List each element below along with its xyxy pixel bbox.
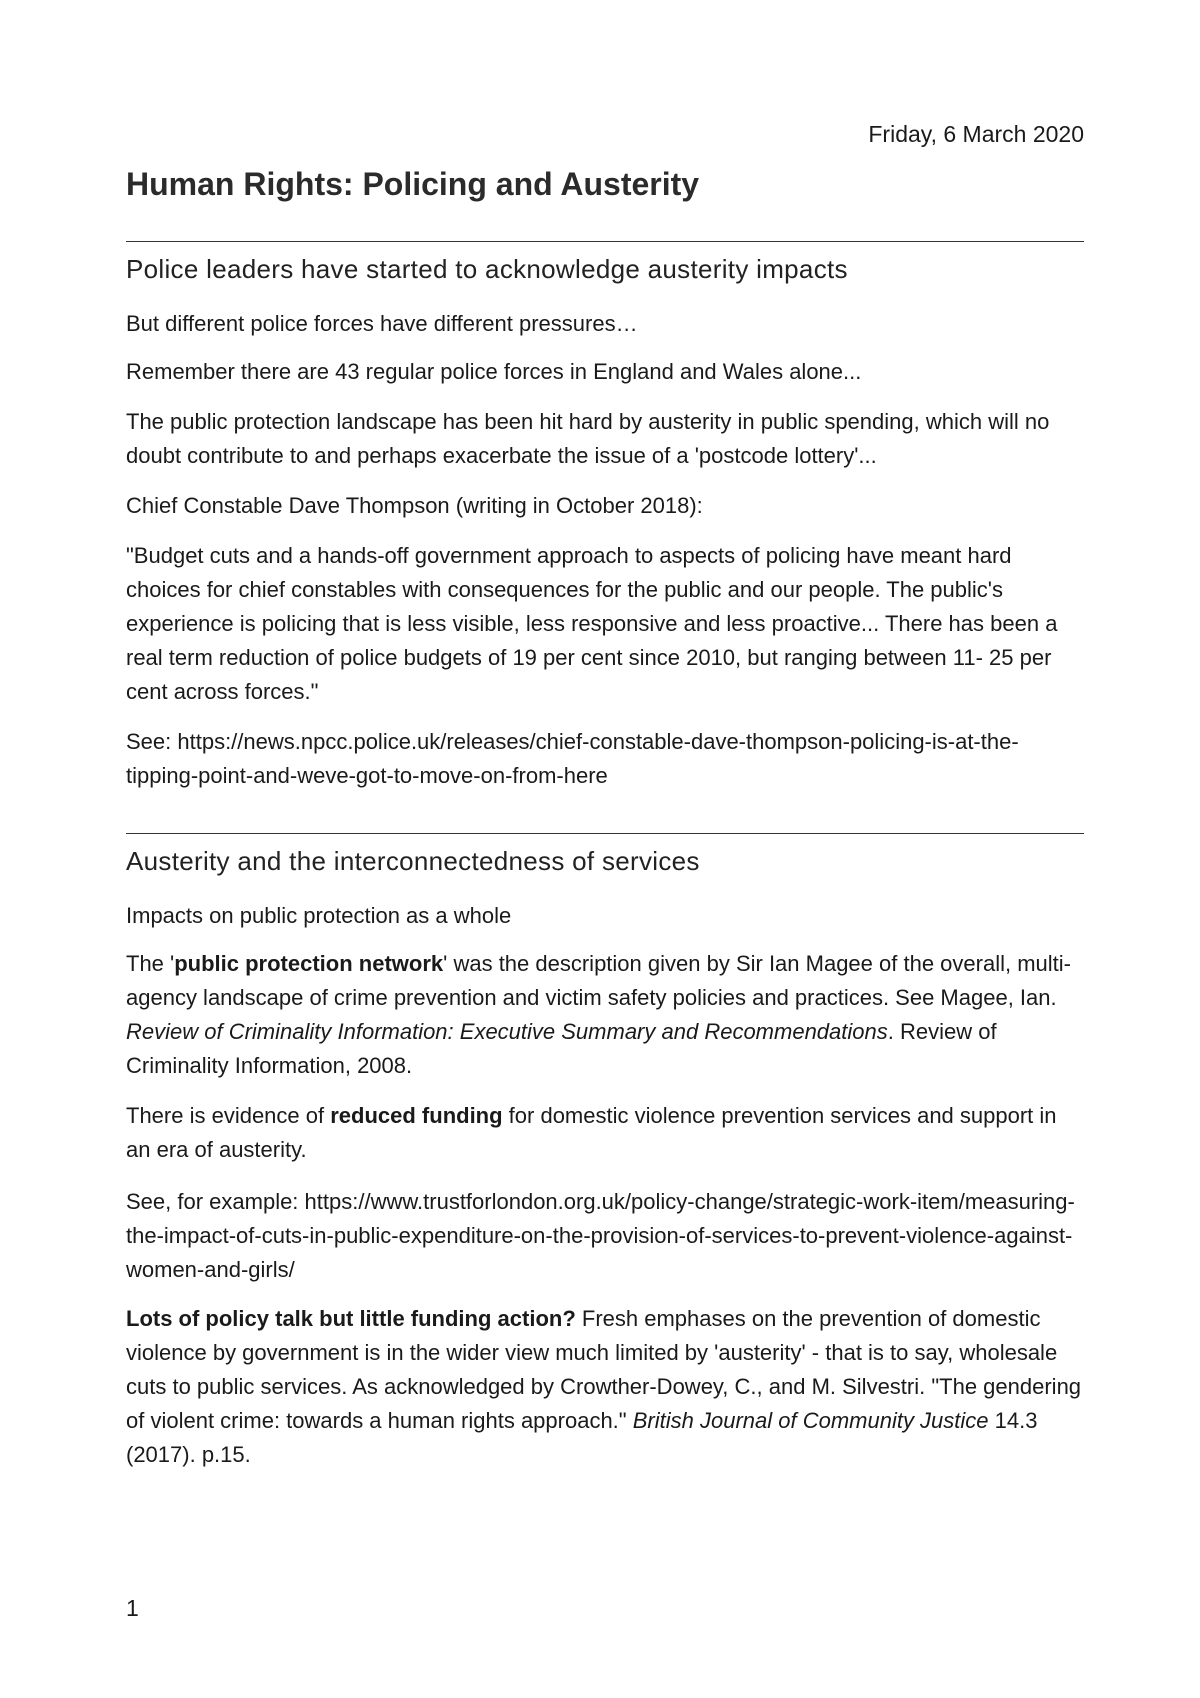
- paragraph: Chief Constable Dave Thompson (writing in October 2018):: [126, 493, 703, 518]
- paragraph: [126, 1302, 1084, 1472]
- section-divider: [126, 833, 1084, 834]
- bold-term: public protection network: [174, 951, 444, 976]
- text-run: 14.3 (2017). p.15.: [126, 1408, 1038, 1467]
- source-paragraph: [126, 1185, 1084, 1287]
- section-heading: Austerity and the interconnectedness of services: [126, 846, 700, 876]
- quote-paragraph: "Budget cuts and a hands-off government approach to aspects of policing have meant hard choices for chief constables with consequences for the public and our people. The public's experience is policing that is less visible, less responsive and less proactive... There has been a real term reduction of police budgets of 19 per cent since 2010, but ranging between 11- 25 per cent across forces.": [126, 543, 1058, 704]
- paragraph: [126, 947, 1084, 1083]
- text-run: The ': [126, 951, 175, 976]
- text-run: for domestic violence prevention services and support in an era of austerity.: [126, 1103, 1057, 1162]
- italic-title: British Journal of Community Justice: [632, 1408, 989, 1433]
- section-interconnectedness: [126, 833, 1084, 878]
- source-paragraph: [126, 725, 1084, 793]
- paragraph: Impacts on public protection as a whole: [126, 903, 512, 928]
- page-number: 1: [126, 1595, 139, 1621]
- section-divider: [126, 241, 1084, 242]
- paragraph: The public protection landscape has been hit hard by austerity in public spending, which will no doubt contribute to and perhaps exacerbate the issue of a 'postcode lottery'...: [126, 409, 1050, 468]
- trustforlondon-source-link[interactable]: https://www.trustforlondon.org.uk/policy-change/strategic-work-item/measuring-the-impact-of-cuts-in-public-expenditure-on-the-provision-of-services-to-prevent-violence-against-women-and-girls/: [126, 1189, 1075, 1282]
- italic-title: Review of Criminality Information: Executive Summary and Recommendations: [126, 1019, 888, 1044]
- paragraph: Remember there are 43 regular police forces in England and Wales alone...: [126, 359, 862, 384]
- section-police-leaders: [126, 241, 1084, 286]
- see-prefix: See:: [126, 729, 178, 754]
- text-run: ' was the description given by Sir Ian Magee of the overall, multi-agency landscape of crime prevention and victim safety policies and practices. See Magee, Ian.: [126, 951, 1071, 1010]
- document-date: Friday, 6 March 2020: [868, 121, 1084, 147]
- npcc-source-link[interactable]: https://news.npcc.police.uk/releases/chief-constable-dave-thompson-policing-is-at-the-tipping-point-and-weve-got-to-move-on-from-here: [126, 729, 1019, 788]
- text-run: . Review of Criminality Information, 2008.: [126, 1019, 997, 1078]
- paragraph: [126, 1099, 1084, 1167]
- page-title: Human Rights: Policing and Austerity: [126, 166, 700, 202]
- text-run: Fresh emphases on the prevention of domestic violence by government is in the wider view much limited by 'austerity' - that is to say, wholesale cuts to public services. As acknowledged by Crowther-Dowey, C., and M. Silvestri. "The gendering of violent crime: towards a human rights approach.": [126, 1306, 1082, 1433]
- bold-term: Lots of policy talk but little funding action?: [126, 1306, 576, 1331]
- section-heading: Police leaders have started to acknowledge austerity impacts: [126, 254, 848, 284]
- see-prefix: See, for example:: [126, 1189, 305, 1214]
- bold-term: reduced funding: [330, 1103, 503, 1128]
- paragraph: But different police forces have different pressures…: [126, 311, 638, 336]
- text-run: There is evidence of: [126, 1103, 331, 1128]
